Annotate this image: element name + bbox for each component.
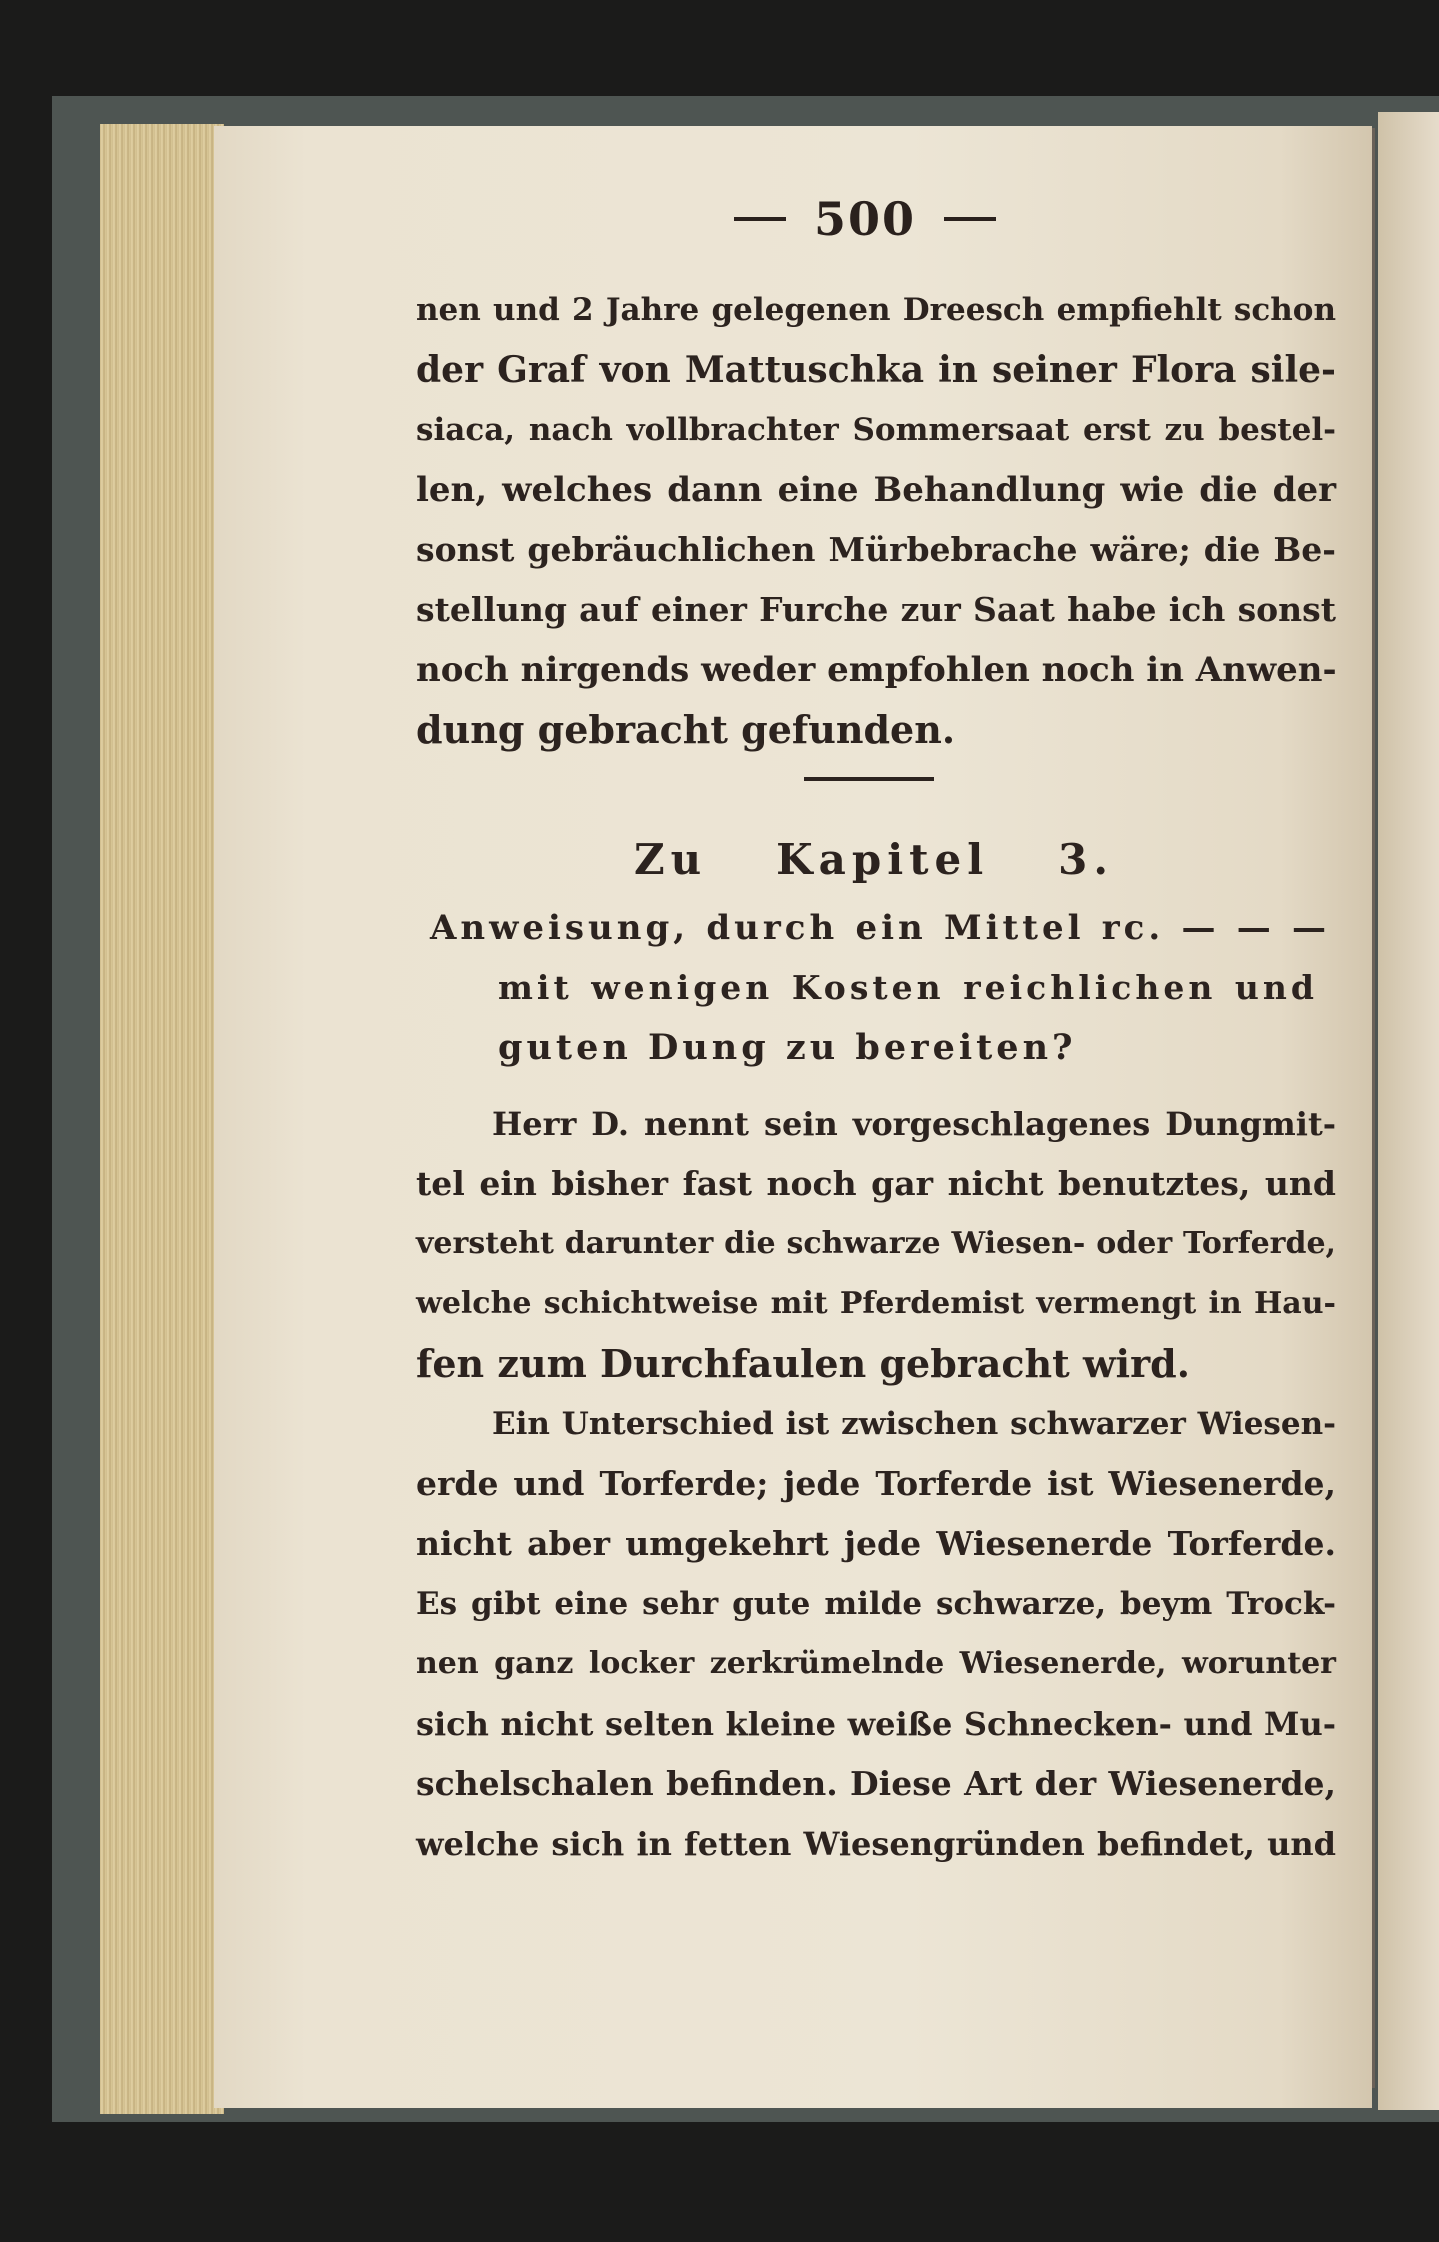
- adjacent-page-edge: [1378, 112, 1439, 2110]
- text-line: sonst gebräuchlichen Mürbebrache wäre; die Be-: [416, 530, 1336, 569]
- text-line: len, welches dann eine Behandlung wie die der: [416, 470, 1336, 510]
- text-line: nicht aber umgekehrt jede Wiesenerde Torferde.: [416, 1524, 1336, 1563]
- text-line: siaca, nach vollbrachter Sommersaat erst zu bestel-: [416, 412, 1336, 448]
- gutter-shadow: [1372, 128, 1375, 2088]
- text-line: versteht darunter die schwarze Wiesen- oder Torferde,: [416, 1226, 1336, 1261]
- text-line: welche sich in fetten Wiesengründen befindet, und: [416, 1825, 1336, 1863]
- text-line: schelschalen befinden. Diese Art der Wiesenerde,: [416, 1764, 1336, 1803]
- page-number: 500: [813, 192, 917, 246]
- running-head-dash-right: [944, 217, 996, 221]
- text-line: welche schichtweise mit Pferdemist vermengt in Hau-: [416, 1286, 1336, 1321]
- chapter-subtitle-line: mit wenigen Kosten reichlichen und: [498, 968, 1318, 1007]
- text-line: noch nirgends weder empfohlen noch in Anwen-: [416, 650, 1337, 690]
- text-line: tel ein bisher fast noch gar nicht benutztes, und: [416, 1164, 1336, 1203]
- running-head: [700, 192, 1030, 246]
- chapter-subtitle-line: Anweisung, durch ein Mittel rc. — — —: [430, 908, 1330, 948]
- text-line: stellung auf einer Furche zur Saat habe ich sonst: [416, 590, 1336, 629]
- running-head-dash-left: [734, 217, 786, 221]
- text-line: nen und 2 Jahre gelegenen Dreesch empfiehlt schon: [416, 292, 1336, 328]
- chapter-heading: Zu Kapitel 3.: [634, 835, 1114, 884]
- text-line: der Graf von Mattuschka in seiner Flora sile-: [416, 349, 1336, 391]
- text-line: sich nicht selten kleine weiße Schnecken- und Mu-: [416, 1705, 1336, 1743]
- text-line: erde und Torferde; jede Torferde ist Wiesenerde,: [416, 1464, 1336, 1503]
- text-line: nen ganz locker zerkrümelnde Wiesenerde, worunter: [416, 1646, 1336, 1681]
- text-line: fen zum Durchfaulen gebracht wird.: [416, 1341, 1190, 1386]
- text-line: Es gibt eine sehr gute milde schwarze, beym Trock-: [416, 1586, 1336, 1622]
- section-divider: [804, 777, 934, 781]
- text-line: Herr D. nennt sein vorgeschlagenes Dungmit-: [492, 1105, 1336, 1143]
- page-edges: [100, 124, 224, 2114]
- text-line: dung gebracht gefunden.: [416, 707, 956, 752]
- text-line: Ein Unterschied ist zwischen schwarzer Wiesen-: [492, 1406, 1336, 1442]
- chapter-subtitle-line: guten Dung zu bereiten?: [498, 1027, 1077, 1068]
